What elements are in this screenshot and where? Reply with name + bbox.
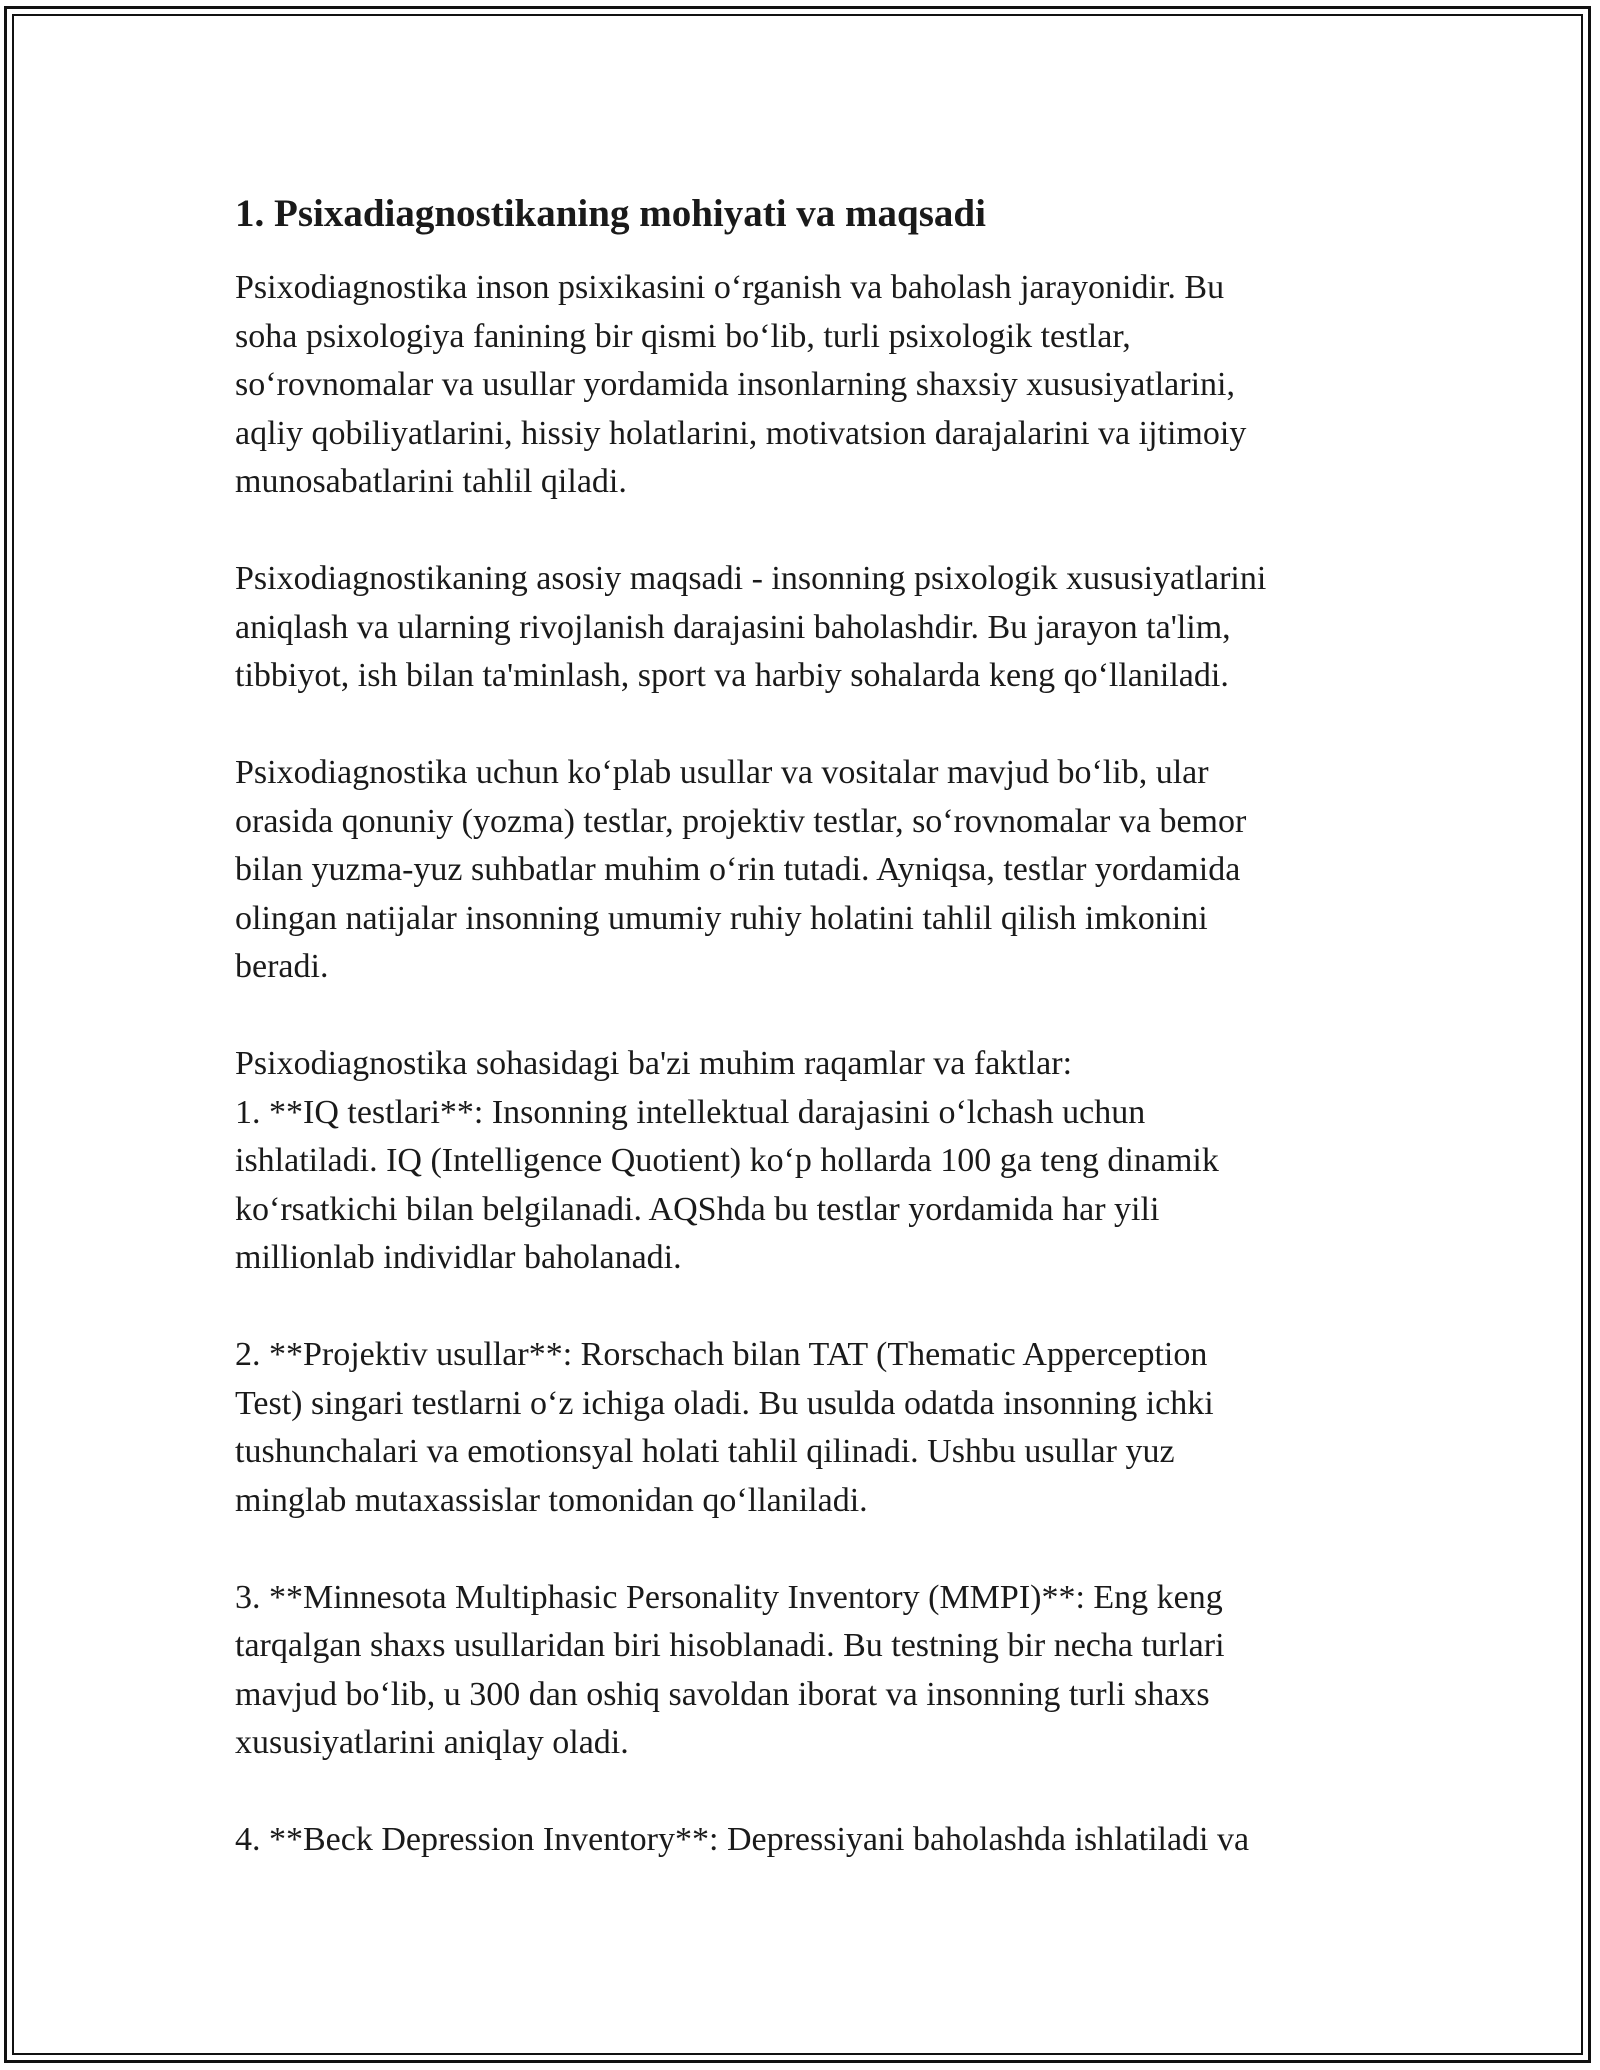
text-line: tarqalgan shaxs usullaridan biri hisoblanadi. Bu testning bir necha turlari (235, 1627, 1225, 1664)
text-line: Psixodiagnostika sohasidagi ba'zi muhim raqamlar va faktlar: (235, 1045, 1073, 1082)
text-line: xususiyatlarini aniqlay oladi. (235, 1724, 629, 1761)
text-line: munosabatlarini tahlil qiladi. (235, 463, 627, 500)
text-line: Psixodiagnostika uchun ko‘plab usullar va vositalar mavjud bo‘lib, ular (235, 754, 1209, 791)
section-heading: 1. Psixadiagnostikaning mohiyati va maqsadi (235, 192, 986, 235)
text-line: ishlatiladi. IQ (Intelligence Quotient) ko‘p hollarda 100 ga teng dinamik (235, 1142, 1219, 1179)
paragraph-facts-iq (235, 1040, 1375, 1283)
text-line: tibbiyot, ish bilan ta'minlash, sport va harbiy sohalarda keng qo‘llaniladi. (235, 657, 1229, 694)
text-line: aqliy qobiliyatlarini, hissiy holatlarini, motivatsion darajalarini va ijtimoiy (235, 414, 1247, 452)
text-line: 3. **Minnesota Multiphasic Personality Inventory (MMPI)**: Eng keng (235, 1578, 1223, 1616)
text-line: aniqlash va ularning rivojlanish darajasini baholashdir. Bu jarayon ta'lim, (235, 608, 1231, 646)
text-line: 2. **Projektiv usullar**: Rorschach bilan TAT (Thematic Apperception (235, 1336, 1208, 1373)
text-line: orasida qonuniy (yozma) testlar, projektiv testlar, so‘rovnomalar va bemor (235, 802, 1247, 840)
text-line: tushunchalari va emotionsyal holati tahlil qilinadi. Ushbu usullar yuz (235, 1433, 1175, 1470)
paragraph-mmpi (235, 1574, 1375, 1768)
text-line: ko‘rsatkichi bilan belgilanadi. AQShda bu testlar yordamida har yili (235, 1190, 1160, 1228)
paragraph-definition (235, 264, 1375, 507)
text-line: Test) singari testlarni o‘z ichiga oladi. Bu usulda odatda insonning ichki (235, 1384, 1214, 1422)
text-line: beradi. (235, 948, 329, 985)
document-body (235, 186, 1375, 1865)
text-line: soha psixologiya fanining bir qismi bo‘lib, turli psixologik testlar, (235, 317, 1131, 355)
paragraph-purpose (235, 555, 1375, 701)
text-line: 1. **IQ testlari**: Insonning intellektual darajasini o‘lchash uchun (235, 1093, 1146, 1131)
text-line: 4. **Beck Depression Inventory**: Depressiyani baholashda ishlatiladi va (235, 1821, 1250, 1858)
text-line: so‘rovnomalar va usullar yordamida insonlarning shaxsiy xususiyatlarini, (235, 366, 1235, 403)
paragraph-methods (235, 749, 1375, 992)
paragraph-projective (235, 1331, 1375, 1525)
text-line: olingan natijalar insonning umumiy ruhiy holatini tahlil qilish imkonini (235, 899, 1208, 937)
paragraph-beck (235, 1816, 1375, 1865)
text-line: mavjud bo‘lib, u 300 dan oshiq savoldan iborat va insonning turli shaxs (235, 1675, 1210, 1713)
text-line: minglab mutaxassislar tomonidan qo‘llaniladi. (235, 1481, 868, 1519)
text-line: Psixodiagnostikaning asosiy maqsadi - insonning psixologik xususiyatlarini (235, 560, 1267, 597)
text-line: millionlab individlar baholanadi. (235, 1239, 682, 1276)
text-line: Psixodiagnostika inson psixikasini o‘rganish va baholash jarayonidir. Bu (235, 269, 1225, 306)
text-line: bilan yuzma-yuz suhbatlar muhim o‘rin tutadi. Ayniqsa, testlar yordamida (235, 851, 1241, 888)
